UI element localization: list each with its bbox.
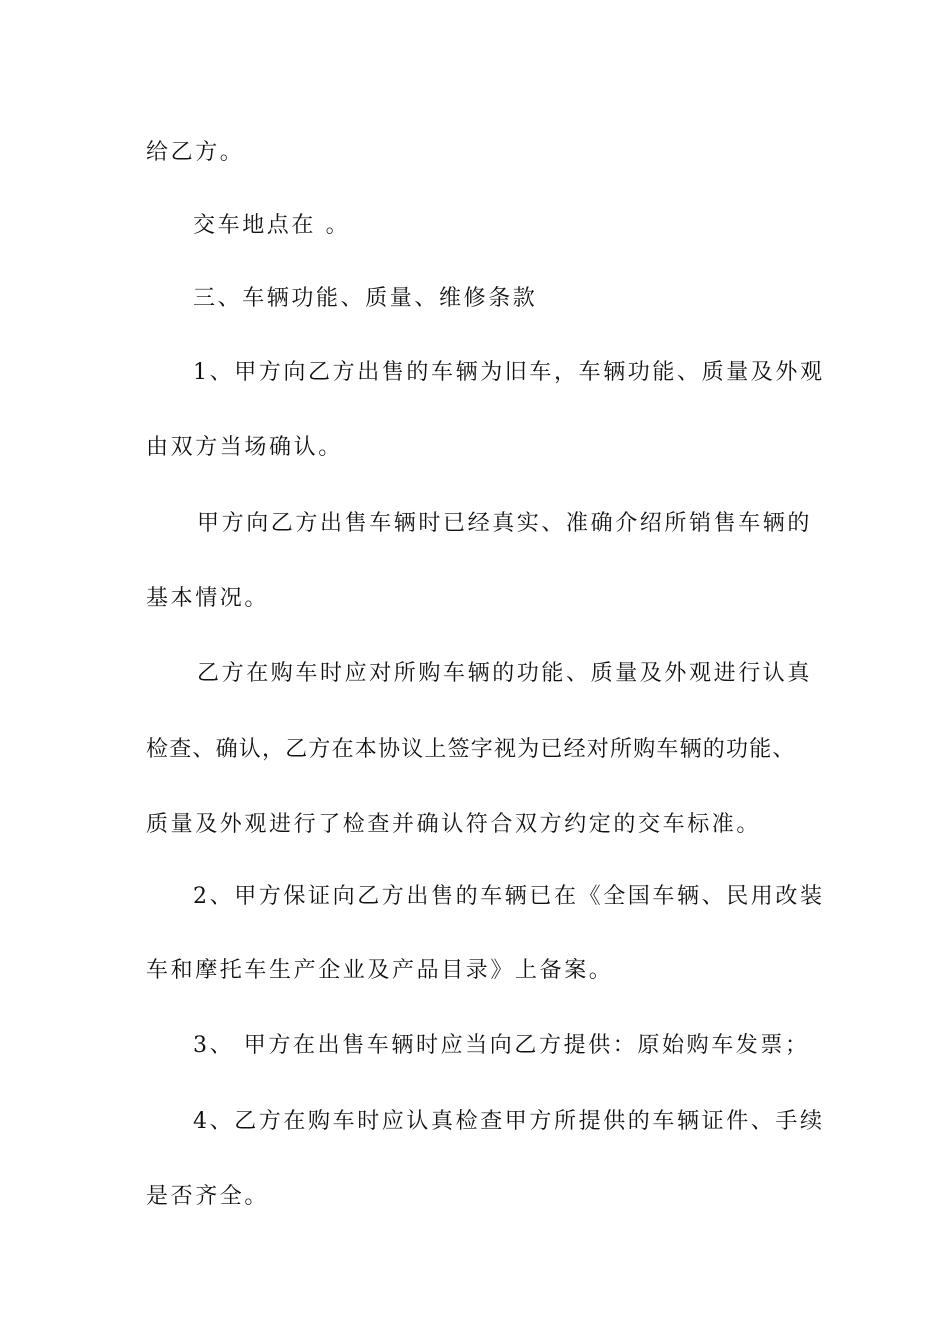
paragraph-line: 质量及外观进行了检查并确认符合双方约定的交车标准。 bbox=[146, 812, 762, 837]
paragraph-line: 1、甲方向乙方出售的车辆为旧车，车辆功能、质量及外观 bbox=[193, 360, 825, 385]
paragraph-line: 乙方在购车时应对所购车辆的功能、质量及外观进行认真 bbox=[197, 661, 813, 686]
paragraph-line: 给乙方。 bbox=[146, 140, 245, 165]
paragraph-line: 是否齐全。 bbox=[146, 1184, 270, 1209]
paragraph-line: 3、 甲方在出售车辆时应当向乙方提供：原始购车发票； bbox=[193, 1033, 810, 1058]
paragraph-line: 4、乙方在购车时应认真检查甲方所提供的车辆证件、手续 bbox=[193, 1109, 825, 1134]
paragraph-line: 检查、确认，乙方在本协议上签字视为已经对所购车辆的功能、 bbox=[146, 737, 796, 762]
paragraph-line: 由双方当场确认。 bbox=[146, 435, 343, 460]
paragraph-line: 2、甲方保证向乙方出售的车辆已在《全国车辆、民用改装 bbox=[193, 884, 825, 909]
paragraph-line: 甲方向乙方出售车辆时已经真实、准确介绍所销售车辆的 bbox=[197, 511, 813, 536]
paragraph-line: 车和摩托车生产企业及产品目录》上备案。 bbox=[146, 958, 614, 983]
section-heading: 三、车辆功能、质量、维修条款 bbox=[193, 286, 538, 311]
paragraph-line: 交车地点在 。 bbox=[193, 213, 351, 238]
paragraph-line: 基本情况。 bbox=[146, 586, 270, 611]
